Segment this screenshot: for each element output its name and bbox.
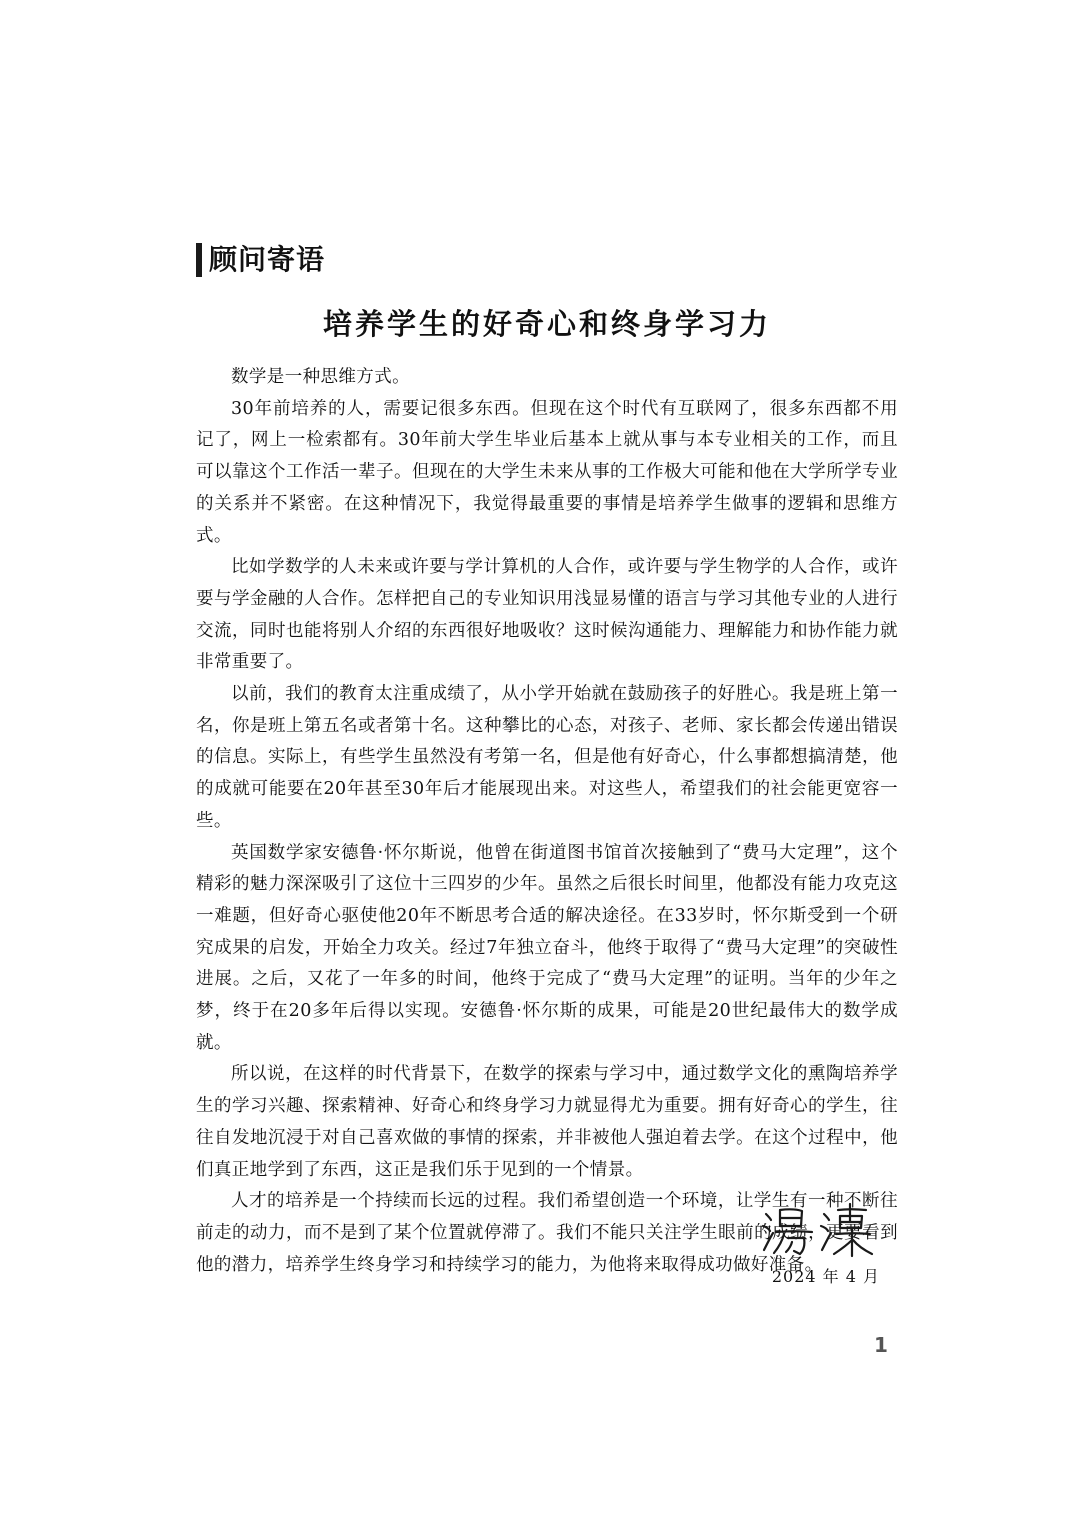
signature-date: 2024 年 4 月 [771,1267,880,1286]
article-paragraph: 英国数学家安德鲁·怀尔斯说，他曾在街道图书馆首次接触到了“费马大定理”，这个精彩的魅力深深吸引了这位十三四岁的少年。虽然之后很长时间里，他都没有能力攻克这一难题，但好奇心驱使他20年不断思考合适的解决途径。在33岁时，怀尔斯受到一个研究成果的启发，开始全力攻关。经过7年独立奋斗，他终于取得了“费马大定理”的突破性进展。之后，又花了一年多的时间，他终于完成了“费马大定理”的证明。当年的少年之梦，终于在20多年后得以实现。安德鲁·怀尔斯的成果，可能是20世纪最伟大的数学成就。 [196,842,898,1053]
handwritten-signature [758,1200,878,1260]
article-paragraph: 以前，我们的教育太注重成绩了，从小学开始就在鼓励孩子的好胜心。我是班上第一名，你是班上第五名或者第十名。这种攀比的心态，对孩子、老师、家长都会传递出错误的信息。实际上，有些学生虽然没有考第一名，但是他有好奇心，什么事都想搞清楚，他的成就可能要在20年甚至30年后才能展现出来。对这些人，希望我们的社会能更宽容一些。 [196,684,898,831]
article-paragraph: 30年前培养的人，需要记很多东西。但现在这个时代有互联网了，很多东西都不用记了，网上一检索都有。30年前大学生毕业后基本上就从事与本专业相关的工作，而且可以靠这个工作活一辈子。但现在的大学生未来从事的工作极大可能和他在大学所学专业的关系并不紧密。在这种情况下，我觉得最重要的事情是培养学生做事的逻辑和思维方式。 [196,398,898,546]
article-paragraph: 人才的培养是一个持续而长远的过程。我们希望创造一个环境，让学生有一种不断往前走的动力，而不是到了某个位置就停滞了。我们不能只关注学生眼前的成绩，更要看到他的潜力，培养学生终身学习和持续学习的能力，为他将来取得成功做好准备。 [196,1191,898,1275]
article-title: 培养学生的好奇心和终身学习力 [322,307,771,341]
section-header [196,243,325,277]
article-paragraph: 数学是一种思维方式。 [231,367,410,387]
article-paragraph: 比如学数学的人未来或许要与学计算机的人合作，或许要与学生物学的人合作，或许要与学金融的人合作。怎样把自己的专业知识用浅显易懂的语言与学习其他专业的人进行交流，同时也能将别人介绍的东西很好地吸收？这时候沟通能力、理解能力和协作能力就非常重要了。 [196,557,898,673]
article-body [196,362,898,1281]
section-title: 顾问寄语 [209,243,326,276]
page-number: 1 [874,1333,888,1357]
article-paragraph: 所以说，在这样的时代背景下，在数学的探索与学习中，通过数学文化的熏陶培养学生的学习兴趣、探索精神、好奇心和终身学习力就显得尤为重要。拥有好奇心的学生，往往自发地沉浸于对自己喜欢做的事情的探索，并非被他人强迫着去学。在这个过程中，他们真正地学到了东西，这正是我们乐于见到的一个情景。 [196,1064,898,1180]
section-marker-bar [196,243,202,277]
